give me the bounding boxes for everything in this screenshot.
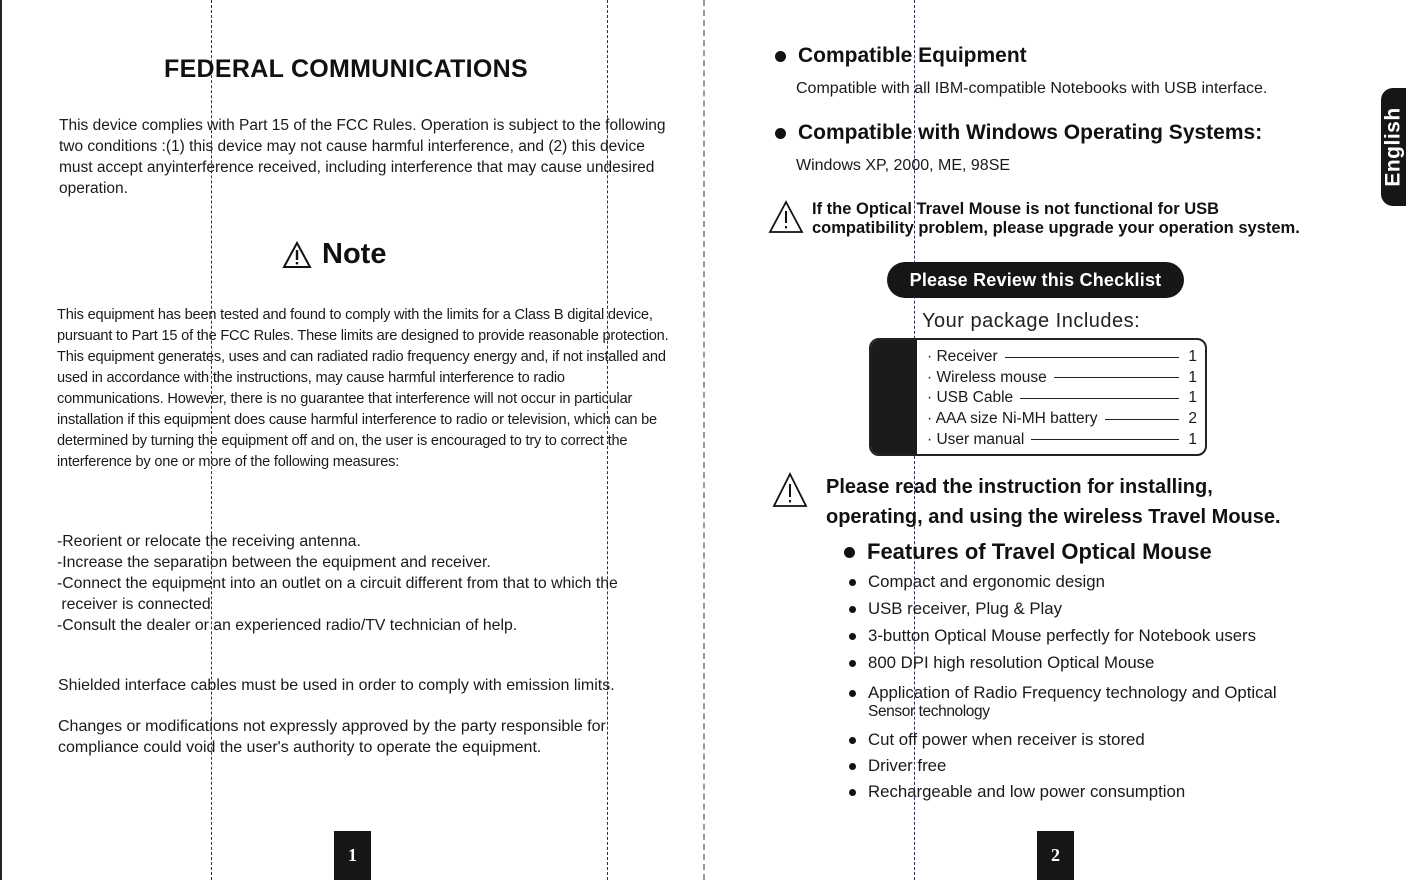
heading-text: Features of Travel Optical Mouse [867, 539, 1212, 564]
warning-icon [282, 241, 312, 269]
heading-text: Compatible Equipment [798, 44, 1027, 67]
bullet-icon [849, 763, 856, 770]
feature-text: Application of Radio Frequency technology and Optical [868, 683, 1277, 702]
bullet-icon [849, 579, 856, 586]
list-item [927, 368, 1197, 389]
features-list [849, 572, 1349, 802]
list-item [927, 409, 1197, 430]
package-item-name: · Receiver [927, 348, 998, 366]
page-number-2: 2 [1037, 831, 1074, 880]
list-item: -Increase the separation between the equipment and receiver. [57, 554, 491, 571]
list-item [927, 429, 1197, 450]
bullet-icon [849, 633, 856, 640]
list-item [849, 756, 1349, 776]
install-warning-line-2: operating, and using the wireless Travel Mouse. [826, 506, 1281, 528]
bullet-icon [849, 690, 856, 697]
feature-text-continued: Sensor technology [868, 703, 990, 720]
package-box-bar [871, 340, 917, 454]
feature-text: Cut off power when receiver is stored [868, 730, 1145, 749]
bullet-icon [775, 128, 786, 139]
fcc-title: FEDERAL COMMUNICATIONS [164, 55, 528, 83]
feature-text: 800 DPI high resolution Optical Mouse [868, 653, 1155, 672]
usb-warning-line-2: compatibility problem, please upgrade your operation system. [812, 219, 1300, 237]
features-heading [844, 539, 1212, 565]
warning-icon [768, 200, 804, 234]
list-item: receiver is connected [57, 596, 211, 613]
package-item-qty: 1 [1188, 368, 1197, 386]
note-body: This equipment has been tested and found to comply with the limits for a Class B digital device, pursuant to Part 15 of the FCC Rules. These limits are designed to provide reasonable protection. This equipment generates, uses and can radiated radio frequency energy and, if not installed and used in accordance with the instructions, may cause harmful interference to radio communications. However, there is no guarantee that interference will not occur in particular installation if this equipment does cause harmful interference to radio or television, which can be determined by turning the equipment off and on, the user is encouraged to try to correct the interference by one or more of the following measures: [57, 307, 669, 470]
note-heading [282, 238, 386, 271]
bullet-icon [775, 51, 786, 62]
package-heading: Your package Includes: [922, 310, 1141, 332]
feature-text: Driver free [868, 756, 947, 775]
package-item-name: · Wireless mouse [927, 368, 1047, 386]
install-warning [772, 472, 1281, 532]
list-item [849, 653, 1349, 673]
bullet-icon [849, 737, 856, 744]
bullet-icon [844, 547, 855, 558]
list-item [927, 388, 1197, 409]
page-border [0, 0, 2, 880]
feature-text: Compact and ergonomic design [868, 572, 1105, 591]
compatible-equipment-heading [775, 44, 1027, 68]
measures-list [57, 531, 677, 636]
compatible-os-text: Windows XP, 2000, ME, 98SE [796, 157, 1011, 174]
package-item-name: · USB Cable [927, 389, 1014, 407]
list-item: -Reorient or relocate the receiving antenna. [57, 533, 361, 550]
compatible-os-heading [775, 121, 1262, 145]
feature-text: USB receiver, Plug & Play [868, 599, 1062, 618]
checklist-banner: Please Review this Checklist [887, 262, 1184, 298]
list-item [849, 626, 1349, 646]
heading-text: Compatible with Windows Operating Systems: [798, 121, 1263, 144]
fold-line [703, 0, 705, 880]
package-item-qty: 1 [1188, 389, 1197, 407]
list-item [927, 347, 1197, 368]
package-list [927, 347, 1197, 450]
package-contents-box [869, 338, 1207, 456]
changes-text: Changes or modifications not expressly approved by the party responsible for compliance could void the user's authority to operate the equipment. [58, 718, 606, 756]
list-item [849, 730, 1349, 750]
list-item [849, 599, 1349, 619]
list-item [849, 782, 1349, 802]
language-label: English [1381, 107, 1405, 187]
install-warning-line-1: Please read the instruction for installing, [826, 476, 1213, 498]
package-item-qty: 1 [1188, 348, 1197, 366]
package-item-name: · AAA size Ni-MH battery [927, 410, 1098, 428]
warning-icon [772, 472, 808, 508]
usb-warning-line-1: If the Optical Travel Mouse is not functional for USB [812, 200, 1220, 218]
shielded-cables-text: Shielded interface cables must be used in order to comply with emission limits. [58, 677, 615, 694]
usb-warning [768, 200, 1300, 238]
feature-text: Rechargeable and low power consumption [868, 782, 1186, 801]
bullet-icon [849, 606, 856, 613]
list-item [849, 683, 1349, 721]
language-tab [1381, 88, 1406, 206]
page-number-1: 1 [334, 831, 371, 880]
list-item: -Consult the dealer or an experienced radio/TV technician of help. [57, 617, 518, 634]
package-item-qty: 2 [1188, 410, 1197, 428]
list-item [849, 572, 1349, 592]
list-item: -Connect the equipment into an outlet on a circuit different from that to which the [57, 575, 618, 592]
compatible-equipment-text: Compatible with all IBM-compatible Notebooks with USB interface. [796, 80, 1268, 97]
bullet-icon [849, 789, 856, 796]
package-item-name: · User manual [927, 430, 1025, 448]
bullet-icon [849, 660, 856, 667]
fcc-intro: This device complies with Part 15 of the FCC Rules. Operation is subject to the following two conditions :(1) this device may not cause harmful interference, and (2) this device must accept anyinterference received, including interference that may cause undesired operation. [59, 117, 666, 197]
note-label: Note [322, 238, 387, 270]
feature-text: 3-button Optical Mouse perfectly for Notebook users [868, 626, 1257, 645]
package-item-qty: 1 [1188, 430, 1197, 448]
